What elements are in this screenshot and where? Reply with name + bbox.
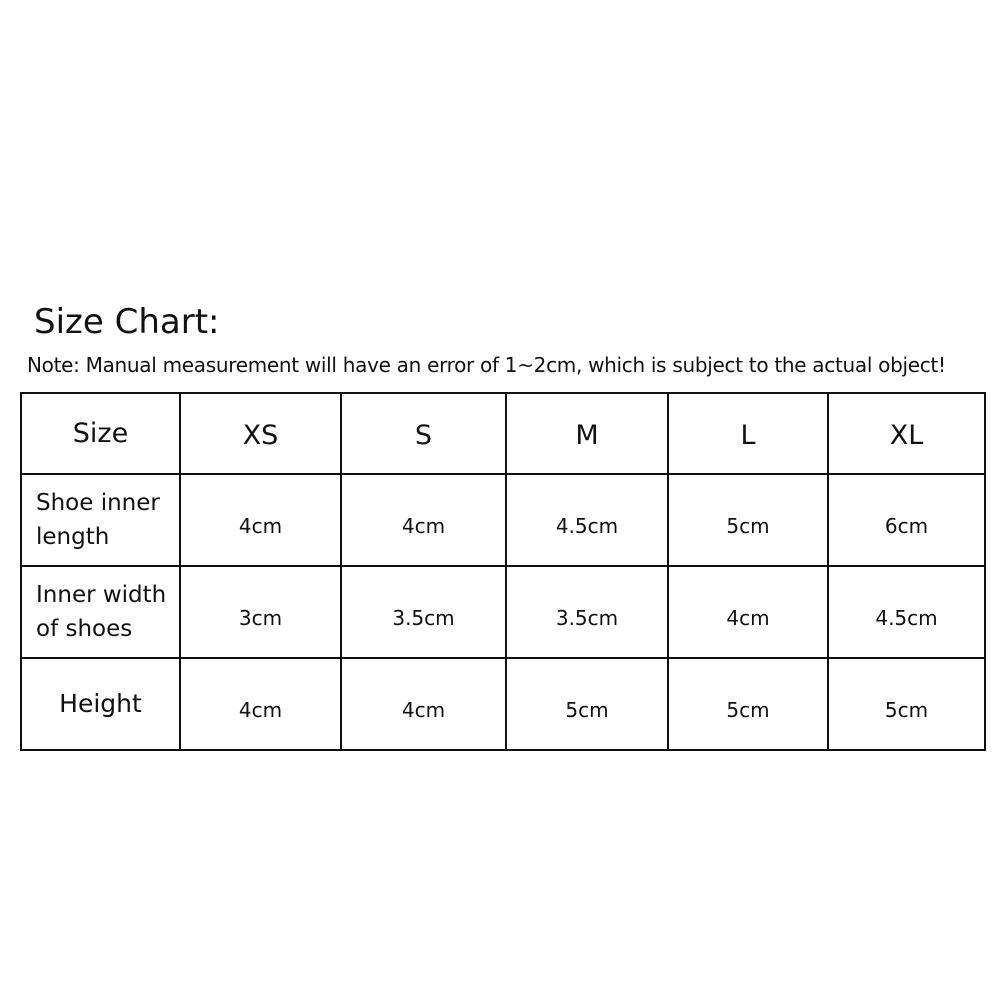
row-label-shoe-inner-length: Shoe inner length [21,474,180,566]
table-cell: 4cm [180,474,341,566]
table-cell: 6cm [828,474,985,566]
table-cell: 4.5cm [506,474,668,566]
table-row-shoe-inner-length [21,474,985,566]
table-cell: 3cm [180,566,341,658]
size-header-xl: XL [828,393,985,474]
table-cell: 3.5cm [506,566,668,658]
table-cell: 5cm [668,474,828,566]
size-header-s: S [341,393,506,474]
table-cell: 4.5cm [828,566,985,658]
table-cell: 5cm [668,658,828,750]
row-label-inner-width: Inner width of shoes [21,566,180,658]
size-table [20,392,986,751]
table-cell: 4cm [341,474,506,566]
table-cell: 5cm [506,658,668,750]
size-header-m: M [506,393,668,474]
table-cell: 4cm [180,658,341,750]
row-label-height: Height [21,658,180,750]
table-cell: 4cm [341,658,506,750]
size-column-header: Size [21,393,180,474]
table-row-height [21,658,985,750]
size-header-xs: XS [180,393,341,474]
size-header-l: L [668,393,828,474]
table-cell: 5cm [828,658,985,750]
table-cell: 3.5cm [341,566,506,658]
header-row [21,393,985,474]
chart-title: Size Chart: [34,302,220,342]
measurement-note: Note: Manual measurement will have an error of 1~2cm, which is subject to the actual object! [27,353,946,377]
table-cell: 4cm [668,566,828,658]
table-row-inner-width [21,566,985,658]
